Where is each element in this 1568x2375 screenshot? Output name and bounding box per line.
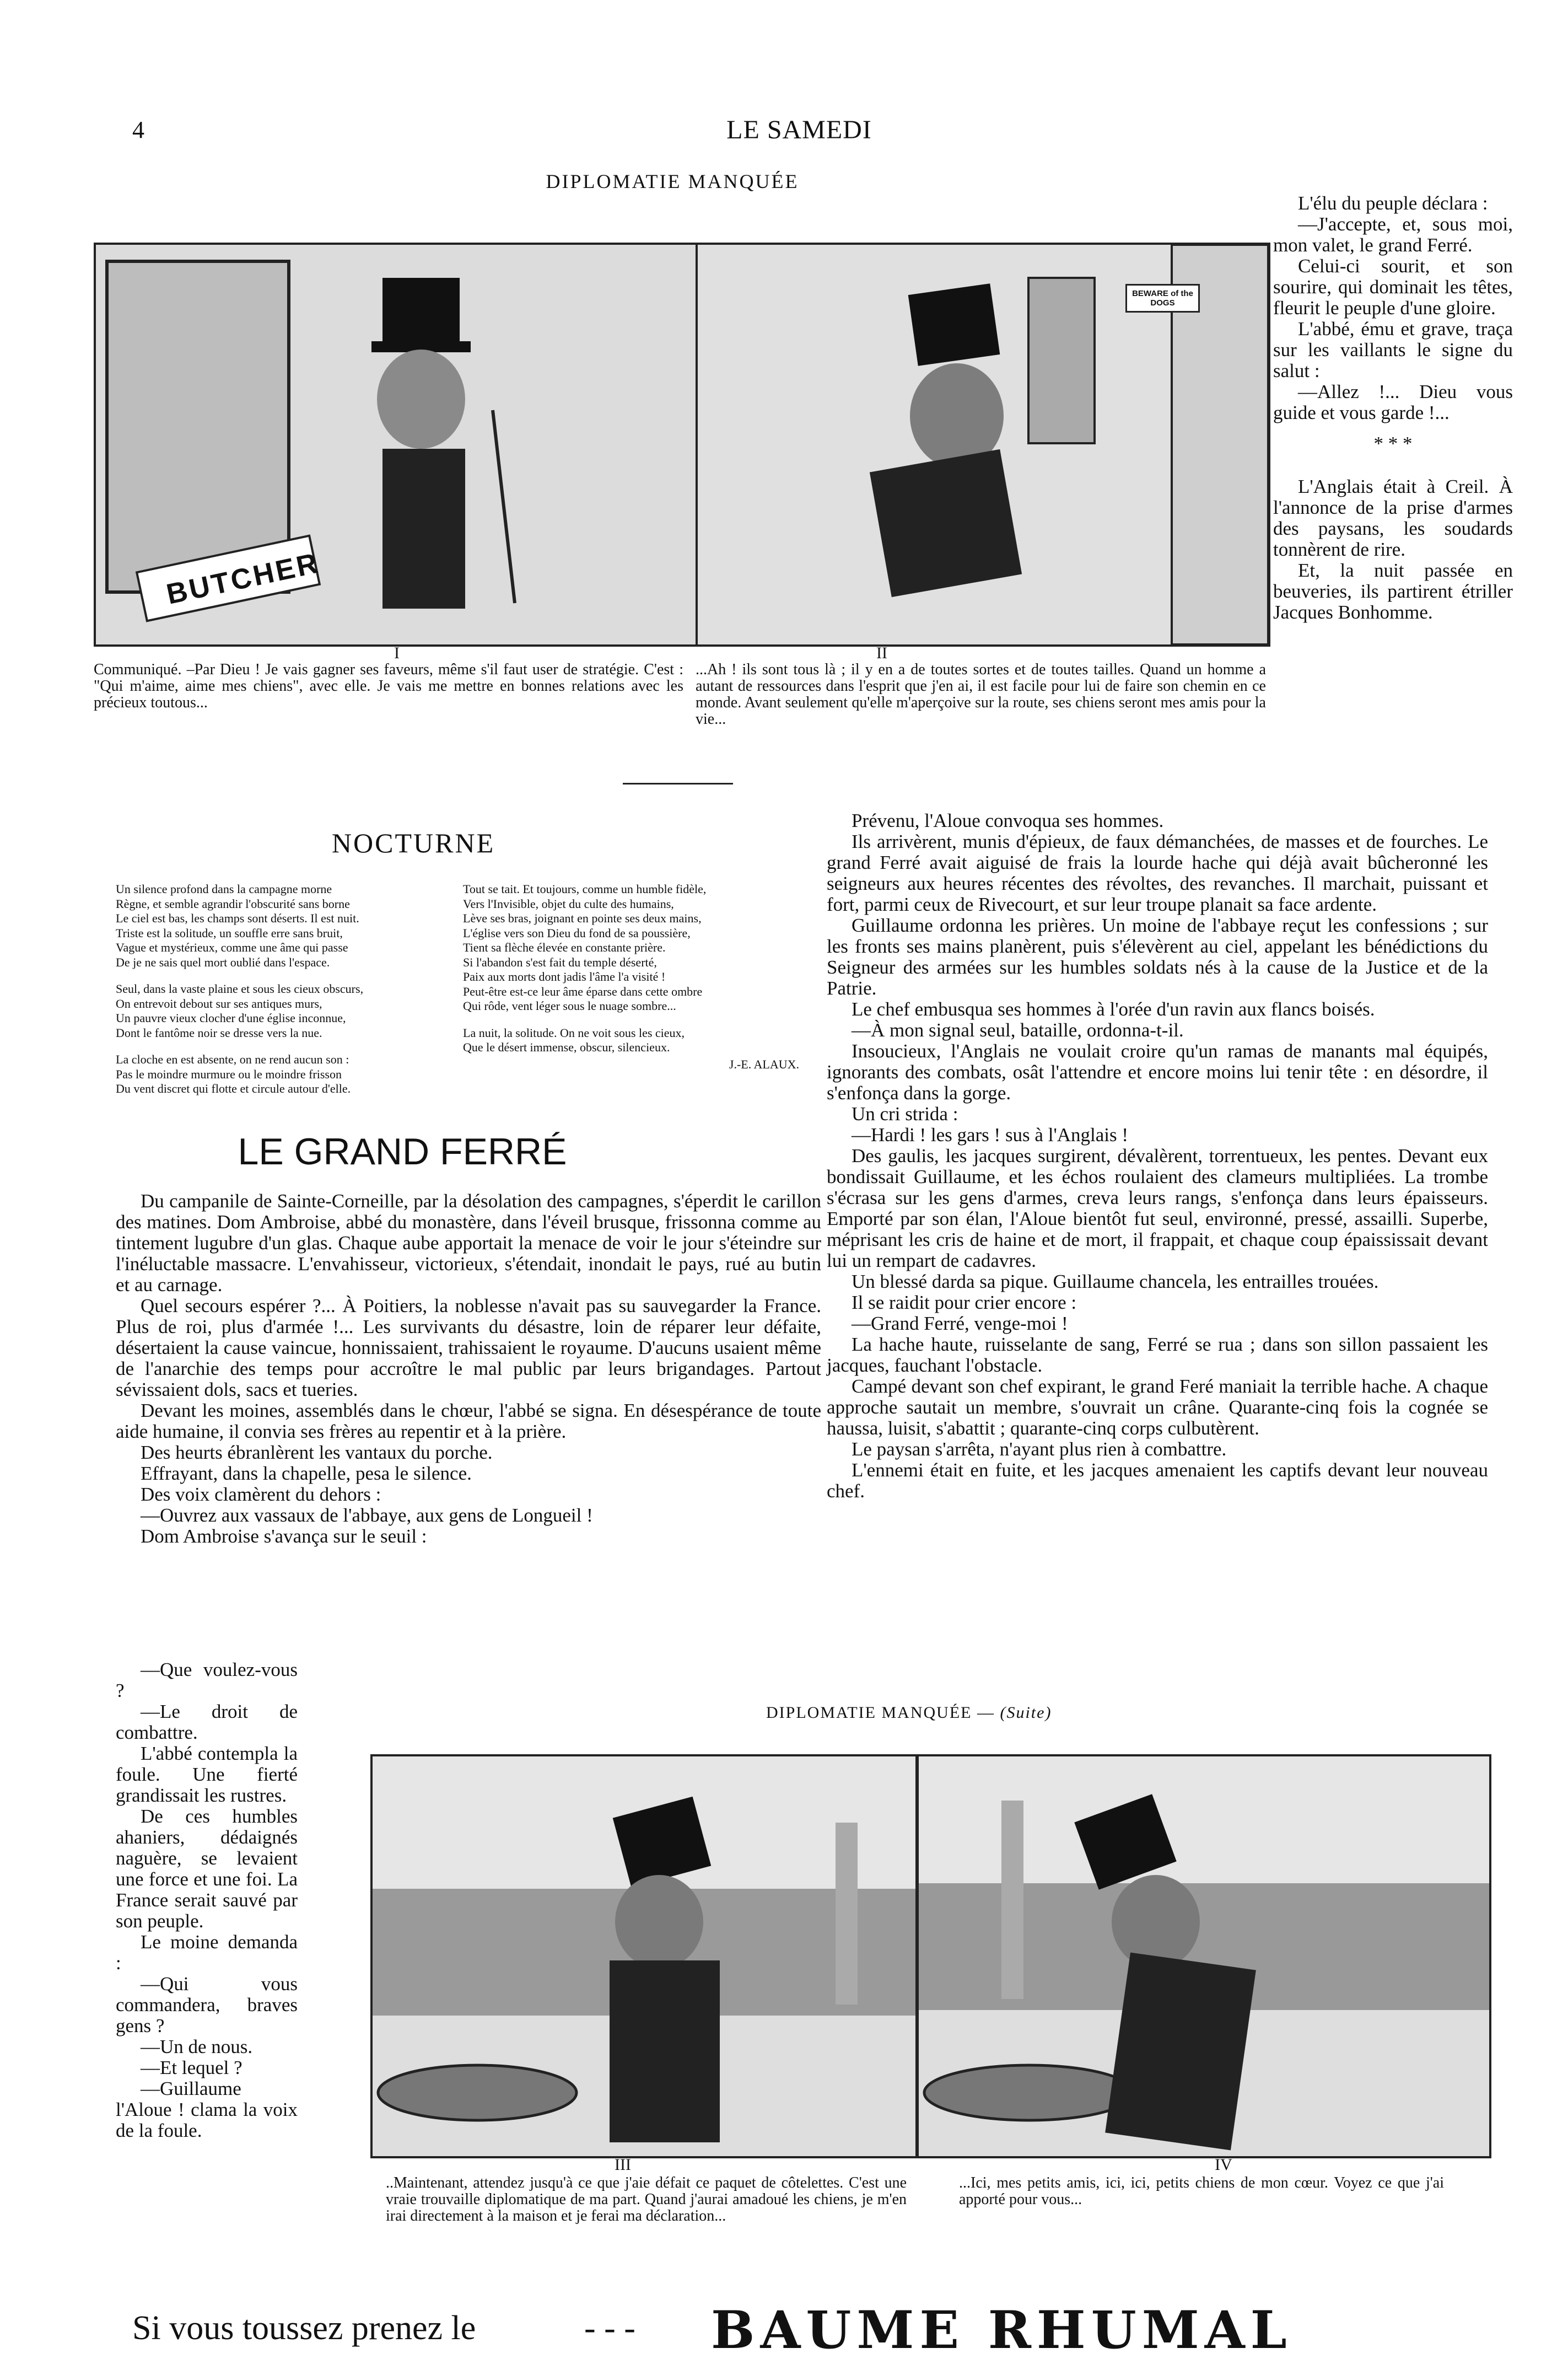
comic-panel-3 — [370, 1754, 918, 2158]
right-para-6: L'Anglais était à Creil. À l'annonce de la prise d'armes des paysans, les soudards tonnèrent de rire. — [1273, 476, 1513, 560]
middle-para-4: Le chef embusqua ses hommes à l'orée d'un ravin aux flancs boisés. — [852, 998, 1375, 1020]
stanza-1: Un silence profond dans la campagne morne Règne, et semble agrandir l'obscurité sans borne Le ciel est bas, les champs sont déserts. Il est nuit. Triste est la solitude, un souffle erre sans bruit, Vague et mystérieux, comme une âme qui passe De je ne sais quel mort oublié dans l'espace. — [116, 882, 359, 969]
middle-para-12: —Grand Ferré, venge-moi ! — [852, 1313, 1068, 1334]
ferre-para-7: —Ouvrez aux vassaux de l'abbaye, aux gens de Longueil ! — [141, 1504, 593, 1526]
advertisement — [132, 2299, 1499, 2360]
grand-ferre-narrow-text — [116, 1659, 298, 2141]
ferre-para-5: Effrayant, dans la chapelle, pesa le silence. — [141, 1463, 472, 1484]
panel-1-number: I — [394, 644, 400, 662]
ferre-para-4: Des heurts ébranlèrent les vantaux du porche. — [141, 1442, 493, 1463]
ad-dashes: - - - — [584, 2309, 635, 2347]
middle-para-6: Insoucieux, l'Anglais ne voulait croire qu'un ramas de manants mal équipés, ignorants des combats, osât l'attendre et encore moins lui tenir tête : en désordre, il s'enfonça dans la gorge. — [827, 1040, 1488, 1104]
ferre-narrow-9: —Guillaume l'Aloue ! clama la voix de la foule. — [116, 2078, 298, 2141]
right-para-3: Celui-ci sourit, et son sourire, qui dominait les têtes, fleurit le peuple d'une gloire. — [1273, 255, 1513, 319]
ferre-para-1: Du campanile de Sainte-Corneille, par la désolation des campagnes, s'éperdit le carillon des matines. Dom Ambroise, abbé du monastère, dans l'éveil brusque, frissonna comme au tintement lugubre d'un glas. Chaque aube apportait la menace de voir le jour s'éteindre sur l'inéluctable massacre. L'envahisseur, victorieux, s'étendait, inondait le pays, rué au butin et au carnage. — [116, 1190, 821, 1296]
comic-top-title: DIPLOMATIE MANQUÉE — [546, 170, 799, 192]
right-para-5: —Allez !... Dieu vous guide et vous garde !... — [1273, 381, 1513, 423]
stanza-4: Tout se tait. Et toujours, comme un humble fidèle, Vers l'Invisible, objet du culte des humains, Lève ses bras, joignant en pointe ses deux mains, L'église vers son Dieu du fond de sa poussière, Tient sa flèche élevée en constante prière. Si l'abandon s'est fait du temple déserté, Paix aux morts dont jadis l'âme l'a visité ! Peut-être est-ce leur âme éparse dans cette ombre Qui rôde, vent léger sous le nuage sombre... — [463, 882, 707, 1013]
ferre-para-2: Quel secours espérer ?... À Poitiers, la noblesse n'avait pas su sauvegarder la France. Plus de roi, plus d'armée !... Les survivants du désastre, loin de réparer leur défaite, désertaient la cause vaincue, honnissaient, trahissaient le royaume. D'aucuns usaient même de l'anarchie des temps pour accroître le mal public par leurs brigandages. Partout sévissaient dols, sacs et tueries. — [116, 1295, 821, 1400]
panel-4-number: IV — [1215, 2156, 1232, 2174]
ferre-narrow-5: Le moine demanda : — [116, 1931, 298, 1974]
ferre-narrow-2: —Le droit de combattre. — [116, 1701, 298, 1743]
butcher-sign: BUTCHER — [164, 547, 323, 611]
beware-sign: BEWARE of the DOGS — [1125, 284, 1200, 313]
nocturne-right-column — [463, 882, 821, 1072]
grand-ferre-wide-text — [116, 1191, 821, 1547]
nocturne-title: NOCTURNE — [331, 828, 495, 858]
middle-para-9: Des gaulis, les jacques surgirent, dévalèrent, torrentueux, les pentes. Devant eux bondissait Guillaume, et les échos roulaient des clameurs multipliées. La trombe s'écrasa sur les gens d'armes, creva leurs rangs, s'enfonça dans leurs épaisseurs. Emporté par son élan, l'Aloue bientôt fut seul, environné, pressé, assailli. Superbe, méprisant les cris de haine et de mort, il frappait, et chaque coup épaississait devant lui un rempart de cadavres. — [827, 1145, 1488, 1271]
right-para-1: L'élu du peuple déclara : — [1298, 192, 1488, 214]
grand-ferre-title: LE GRAND FERRÉ — [238, 1131, 567, 1173]
ferre-narrow-3: L'abbé contempla la foule. Une fierté grandissait les rustres. — [116, 1743, 298, 1806]
middle-para-2: Ils arrivèrent, munis d'épieux, de faux démanchées, de masses et de fourches. Le grand Ferré avait aiguisé de frais la lourde hache qui déjà avait bûcheronné les seigneurs aux heures récentes des révoltes, des revanches. Il marchait, puissant et fort, parmi ceux de Rivecourt, et sur leur troupe planait sa face ardente. — [827, 831, 1488, 915]
nocturne-author: J.-E. ALAUX. — [729, 1057, 799, 1071]
panel-4-caption: ...Ici, mes petits amis, ici, ici, petits chiens de mon cœur. Voyez ce que j'ai apporté pour vous... — [959, 2174, 1444, 2208]
ferre-narrow-1: —Que voulez-vous ? — [116, 1659, 298, 1701]
middle-para-7: Un cri strida : — [852, 1103, 958, 1125]
middle-para-3: Guillaume ordonna les prières. Un moine de l'abbaye reçut les confessions ; sur les fronts ses mains planèrent, puis s'élevèrent au ciel, appelant les bénédictions du Seigneur des armées sur les humbles soldats nés à la cause de la Justice et de la Patrie. — [827, 915, 1488, 999]
right-para-4: L'abbé, ému et grave, traça sur les vaillants le signe du salut : — [1273, 318, 1513, 381]
middle-para-10: Un blessé darda sa pique. Guillaume chancela, les entrailles trouées. — [852, 1271, 1379, 1292]
stanza-3: La cloche en est absente, on ne rend aucun son : Pas le moindre murmure ou le moindre frisson Du vent discret qui flotte et circule autour d'elle. — [116, 1052, 351, 1095]
middle-para-15: Le paysan s'arrêta, n'ayant plus rien à combattre. — [852, 1438, 1227, 1460]
middle-para-8: —Hardi ! les gars ! sus à l'Anglais ! — [852, 1124, 1129, 1146]
middle-para-1: Prévenu, l'Aloue convoqua ses hommes. — [852, 810, 1164, 831]
page-number: 4 — [132, 116, 144, 143]
ferre-narrow-6: —Qui vous commandera, braves gens ? — [116, 1973, 298, 2037]
right-para-7: Et, la nuit passée en beuveries, ils partirent étriller Jacques Bonhomme. — [1273, 560, 1513, 623]
middle-para-14: Campé devant son chef expirant, le grand Feré maniait la terrible hache. A chaque approche sautait un membre, s'ouvrait un crâne. Quarante-cinq fois la cognée se haussa, luisit, s'abattit ; quarante-cinq corps culbutèrent. — [827, 1375, 1488, 1439]
journal-title: LE SAMEDI — [726, 115, 872, 144]
panel-3-number: III — [615, 2156, 631, 2174]
ferre-narrow-4: De ces humbles ahaniers, dédaignés naguère, se levaient une force et une foi. La France serait sauvé par son peuple. — [116, 1806, 298, 1932]
stanza-5: La nuit, la solitude. On ne voit sous les cieux, Que le désert immense, obscur, silencieux. — [463, 1025, 685, 1054]
ferre-para-6: Des voix clamèrent du dehors : — [141, 1484, 381, 1505]
panel-2-number: II — [876, 644, 887, 662]
panel-2-caption: ...Ah ! ils sont tous là ; il y en a de toutes sortes et de toutes tailles. Quand un homme a autant de ressources dans l'esprit que j'en ai, il est facile pour lui de faire son chemin en ce monde. Avant seulement qu'elle m'aperçoive sur la route, ses chiens seront mes amis pour la vie... — [696, 661, 1266, 728]
ferre-narrow-7: —Un de nous. — [141, 2036, 253, 2057]
panel-3-caption: ..Maintenant, attendez jusqu'à ce que j'aie défait ce paquet de côtelettes. C'est une vraie trouvaille diplomatique de ma part. Quand j'aurai amadoué les chiens, je m'en irai directement à la maison et je ferai ma déclaration... — [386, 2174, 907, 2224]
panel-1-caption: Communiqué. –Par Dieu ! Je vais gagner ses faveurs, même s'il faut user de stratégie. C'est : "Qui m'aime, aime mes chiens", avec elle. Je vais me mettre en bonnes relations avec les précieux toutous... — [94, 661, 683, 711]
ferre-para-8: Dom Ambroise s'avança sur le seuil : — [141, 1525, 427, 1547]
middle-para-5: —À mon signal seul, bataille, ordonna-t-il. — [852, 1019, 1184, 1041]
ferre-para-3: Devant les moines, assemblés dans le chœur, l'abbé se signa. En désespérance de toute aide humaine, il convia ses frères au repentir et à la prière. — [116, 1400, 821, 1442]
middle-para-11: Il se raidit pour crier encore : — [852, 1292, 1077, 1313]
middle-column — [827, 810, 1488, 1502]
right-column — [1273, 193, 1513, 623]
comic-bottom-title — [766, 1704, 1152, 1722]
ferre-narrow-8: —Et lequel ? — [141, 2057, 243, 2078]
middle-para-13: La hache haute, ruisselante de sang, Ferré se rua ; dans son sillon passaient les jacques, fauchant l'obstacle. — [827, 1334, 1488, 1376]
divider-line — [623, 783, 733, 784]
comic-bottom-title-suite: (Suite) — [1000, 1704, 1052, 1722]
section-stars: * * * — [1373, 433, 1413, 454]
right-para-2: —J'accepte, et, sous moi, mon valet, le grand Ferré. — [1273, 213, 1513, 256]
ad-prefix: Si vous toussez prenez le — [132, 2309, 476, 2347]
comic-bottom-title-main: DIPLOMATIE MANQUÉE — — [766, 1704, 995, 1722]
ad-product: BAUME RHUMAL — [711, 2300, 1292, 2361]
comic-panel-4 — [917, 1754, 1491, 2158]
stanza-2: Seul, dans la vaste plaine et sous les cieux obscurs, On entrevoit debout sur ses antiques murs, Un pauvre vieux clocher d'une église inconnue, Dont le fantôme noir se dresse vers la nue. — [116, 982, 364, 1040]
nocturne-left-column — [116, 882, 452, 1109]
middle-para-16: L'ennemi était en fuite, et les jacques amenaient les captifs devant leur nouveau chef. — [827, 1459, 1488, 1502]
